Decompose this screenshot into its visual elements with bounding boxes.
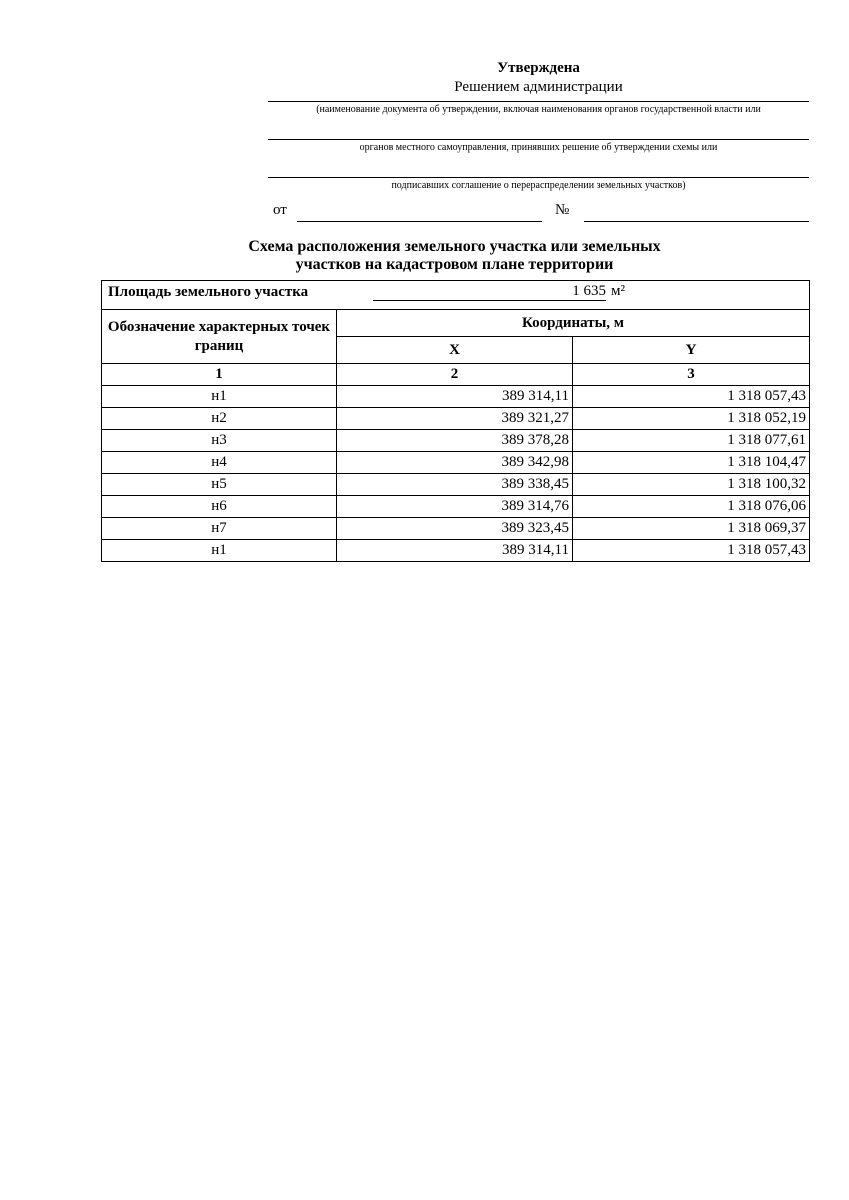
- point-name: н2: [102, 408, 337, 430]
- area-label: Площадь земельного участка: [108, 284, 309, 300]
- header-coordinates: Координаты, м: [337, 310, 810, 337]
- area-unit: м²: [611, 283, 625, 299]
- table-row: [102, 496, 810, 518]
- document-title-line-1: Схема расположения земельного участка или земельных: [248, 238, 661, 255]
- header-y: Y: [573, 337, 810, 364]
- point-name: н4: [102, 452, 337, 474]
- coord-x: 389 314,76: [337, 496, 573, 518]
- document-title: [100, 238, 809, 274]
- header-designation: Обозначение характерных точек границ: [102, 310, 337, 364]
- coord-x: 389 378,28: [337, 430, 573, 452]
- table-row: [102, 386, 810, 408]
- coord-y: 1 318 104,47: [573, 452, 810, 474]
- point-name: н7: [102, 518, 337, 540]
- table-row: [102, 518, 810, 540]
- approval-line-3: [268, 177, 809, 178]
- number-prefix: №: [555, 202, 570, 218]
- point-name: н1: [102, 386, 337, 408]
- area-value: 1 635: [572, 283, 606, 299]
- point-name: н6: [102, 496, 337, 518]
- header-number-2: 2: [337, 364, 573, 386]
- table-row: [102, 474, 810, 496]
- coord-y: 1 318 069,37: [573, 518, 810, 540]
- approval-hint-3: подписавших соглашение о перераспределении земельных участков): [391, 180, 686, 191]
- coord-x: 389 321,27: [337, 408, 573, 430]
- header-number-3: 3: [573, 364, 810, 386]
- coord-y: 1 318 076,06: [573, 496, 810, 518]
- area-row: [102, 281, 810, 310]
- approval-hint-1: (наименование документа об утверждении, включая наименования органов государственной власти или: [316, 104, 761, 115]
- area-value-line: [373, 300, 606, 301]
- document-title-line-2: участков на кадастровом плане территории: [295, 256, 614, 273]
- approval-line-2: [268, 139, 809, 140]
- number-field-line: [584, 221, 809, 222]
- coord-y: 1 318 057,43: [573, 540, 810, 562]
- table-row: [102, 452, 810, 474]
- approval-line-1: [268, 101, 809, 102]
- approval-title: Утверждена: [497, 60, 580, 76]
- approval-subtitle: Решением администрации: [454, 79, 623, 95]
- coordinates-table: [101, 280, 810, 562]
- coord-y: 1 318 100,32: [573, 474, 810, 496]
- coord-y: 1 318 057,43: [573, 386, 810, 408]
- date-field-line: [297, 221, 542, 222]
- coord-x: 389 314,11: [337, 540, 573, 562]
- table-row: [102, 540, 810, 562]
- coord-y: 1 318 077,61: [573, 430, 810, 452]
- table-row: [102, 430, 810, 452]
- coord-x: 389 314,11: [337, 386, 573, 408]
- coord-x: 389 342,98: [337, 452, 573, 474]
- coord-x: 389 338,45: [337, 474, 573, 496]
- header-x: X: [337, 337, 573, 364]
- approval-hint-2: органов местного самоуправления, принявших решение об утверждении схемы или: [359, 142, 718, 153]
- point-name: н5: [102, 474, 337, 496]
- approval-block: [268, 58, 809, 96]
- coord-y: 1 318 052,19: [573, 408, 810, 430]
- coord-x: 389 323,45: [337, 518, 573, 540]
- header-number-1: 1: [102, 364, 337, 386]
- point-name: н3: [102, 430, 337, 452]
- table-row: [102, 408, 810, 430]
- date-prefix: от: [273, 202, 287, 218]
- point-name: н1: [102, 540, 337, 562]
